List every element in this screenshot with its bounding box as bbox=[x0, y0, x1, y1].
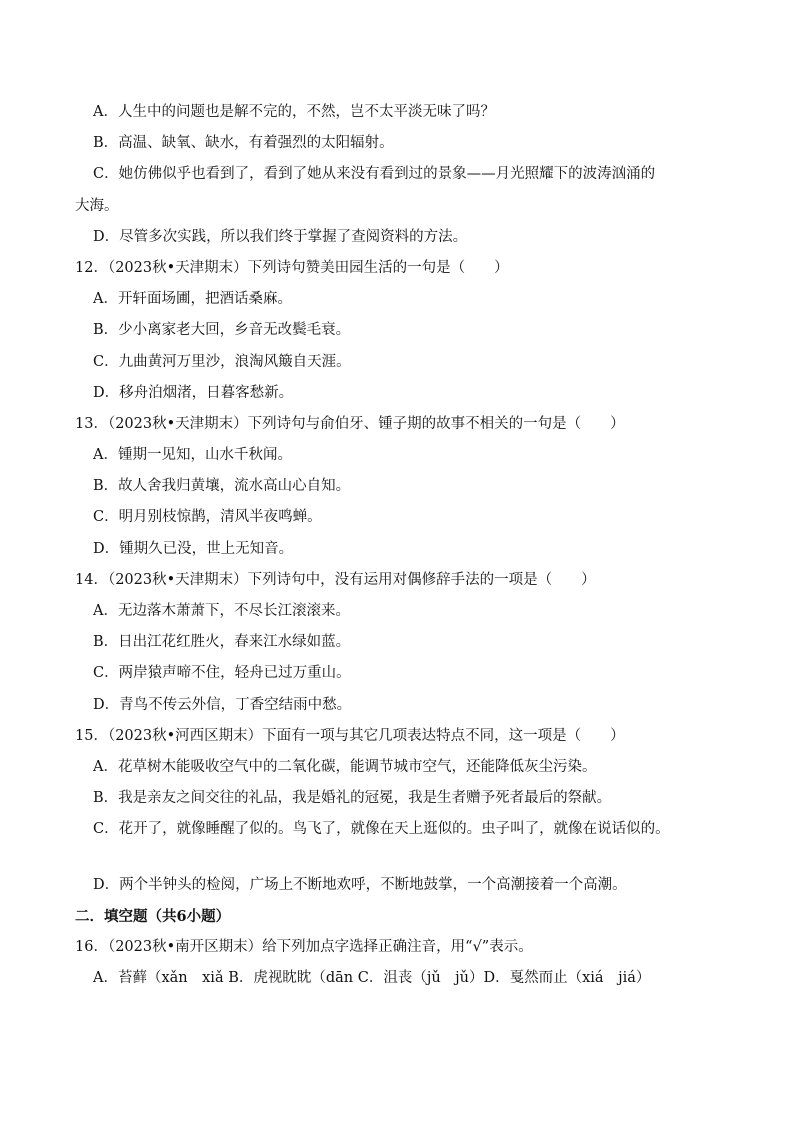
q11-option-b: B．高温、缺氧、缺水，有着强烈的太阳辐射。 bbox=[93, 135, 394, 152]
q15-option-d: D．两个半钟头的检阅，广场上不断地欢呼，不断地鼓掌，一个高潮接着一个高潮。 bbox=[93, 876, 627, 893]
q14-option-a: A．无边落木萧萧下，不尽长江滚滚来。 bbox=[93, 603, 350, 619]
q11-option-c-continued: 大海。 bbox=[75, 197, 119, 214]
question-16 bbox=[75, 932, 745, 994]
q13-option-a: A．锺期一见知，山水千秋闻。 bbox=[93, 447, 292, 464]
q14-option-d: D．青鸟不传云外信，丁香空结雨中愁。 bbox=[93, 696, 352, 713]
q15-stem: 15．（2023秋•河西区期末）下面有一项与其它几项表达特点不同，这一项是（ ） bbox=[75, 727, 625, 744]
q14-option-b: B．日出江花红胜火，春来江水绿如蓝。 bbox=[93, 634, 351, 651]
q14-option-c: C．两岸猿声啼不住，轻舟已过万重山。 bbox=[93, 665, 351, 682]
q13-option-c: C．明月别枝惊鹊，清风半夜鸣蝉。 bbox=[93, 509, 322, 526]
q12-option-d: D．移舟泊烟渚，日暮客愁新。 bbox=[93, 384, 294, 401]
q15-option-c: C．花开了，就像睡醒了似的。鸟飞了，就像在天上逛似的。虫子叫了，就像在说话似的。 bbox=[93, 821, 670, 838]
q12-option-b: B．少小离家老大回，乡音无改鬓毛衰。 bbox=[93, 322, 351, 339]
q16-options: A．苔藓（xǎn xiǎ B．虎视眈眈（dān C．沮丧（jǔ jǔ）D．戛然而止（xiá jiá） bbox=[93, 970, 651, 987]
question-14 bbox=[75, 565, 745, 721]
q12-option-c: C．九曲黄河万里沙，浪淘风簸自天涯。 bbox=[93, 353, 351, 370]
q11-option-a: A．人生中的问题也是解不完的，不然，岂不太平淡无味了吗？ bbox=[93, 104, 495, 120]
q13-option-d: D．锺期久已没，世上无知音。 bbox=[93, 540, 294, 557]
q15-option-a: A．花草树木能吸收空气中的二氧化碳，能调节城市空气，还能降低灰尘污染。 bbox=[93, 758, 597, 775]
q15-option-b: B．我是亲友之间交往的礼品，我是婚礼的冠冕，我是生者赠予死者最后的祭献。 bbox=[93, 790, 612, 807]
q13-stem: 13．（2023秋•天津期末）下列诗句与俞伯牙、锺子期的故事不相关的一句是（ ） bbox=[75, 415, 625, 432]
spacer bbox=[75, 846, 745, 870]
q11-option-c: C．她仿佛似乎也看到了，看到了她从来没有看到过的景象——月光照耀下的波涛汹涌的 bbox=[93, 166, 656, 183]
question-13 bbox=[75, 409, 745, 565]
question-11-options bbox=[75, 97, 745, 253]
q12-option-a: A．开轩面场圃，把酒话桑麻。 bbox=[93, 291, 292, 308]
q16-stem: 16．（2023秋•南开区期末）给下列加点字选择正确注音，用“√”表示。 bbox=[75, 938, 533, 955]
question-list bbox=[75, 97, 745, 994]
q13-option-b: B．故人舍我归黄壤，流水高山心自知。 bbox=[93, 478, 351, 495]
question-15 bbox=[75, 721, 745, 901]
q14-stem: 14．（2023秋•天津期末）下列诗句中，没有运用对偶修辞手法的一项是（ ） bbox=[75, 571, 596, 588]
q12-stem: 12．（2023秋•天津期末）下列诗句赞美田园生活的一句是（ ） bbox=[75, 259, 509, 276]
q11-option-d: D．尽管多次实践，所以我们终于掌握了查阅资料的方法。 bbox=[93, 228, 468, 245]
question-12 bbox=[75, 253, 745, 409]
section-title-fill-blank: 二．填空题（共6小题） bbox=[75, 907, 231, 925]
